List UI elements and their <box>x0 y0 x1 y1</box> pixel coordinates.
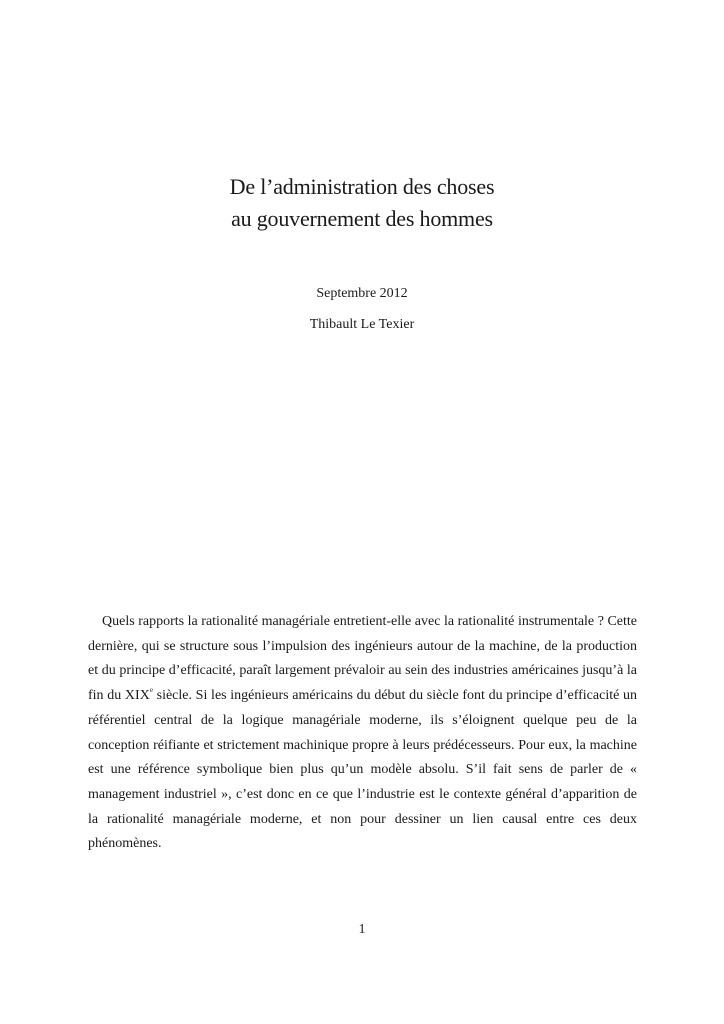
abstract-text-part-1: Quels rapports la rationalité managériale entretient-elle avec la rationalité instrumentale ? Cette dernière, qui se structure sous l’impulsion des ingénieurs autour de la machine, de la production et du principe d’efficacité, paraît largement prévaloir au sein des industries américaines jusqu’à la fin du XIX <box>88 614 637 704</box>
abstract-paragraph <box>88 610 637 857</box>
title-line-2: au gouvernement des hommes <box>231 206 493 231</box>
publication-date: Septembre 2012 <box>316 286 408 301</box>
abstract-text-part-2: siècle. Si les ingénieurs américains du début du siècle font du principe d’efficacité un référentiel central de la logique managériale moderne, ils s’éloignent quelque peu de la conception réifiante et strictement machinique propre à leurs prédécesseurs. Pour eux, la machine est une référence symbolique bien plus qu’un modèle absolu. S’il fait sens de parler de « management industriel », c’est donc en ce que l’industrie est le contexte général d’apparition de la rationalité managériale moderne, et non pour dessiner un lien causal entre ces deux phénomènes. <box>88 688 638 852</box>
century-superscript: e <box>149 686 153 695</box>
title-block <box>0 172 724 234</box>
meta-block <box>0 284 724 335</box>
page-number: 1 <box>358 922 366 937</box>
author-name: Thibault Le Texier <box>309 317 415 332</box>
title-line-1: De l’administration des choses <box>229 174 495 199</box>
